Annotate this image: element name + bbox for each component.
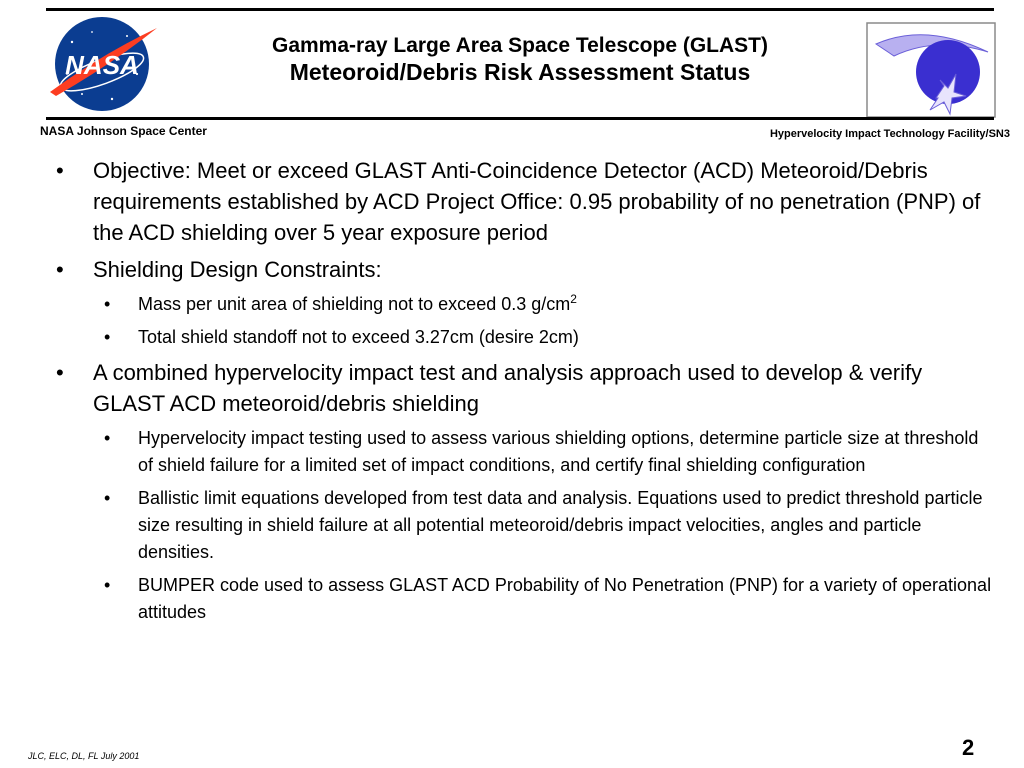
sub-bullet-testing (56, 425, 996, 479)
bullet-approach (56, 357, 996, 419)
bullet-text: BUMPER code used to assess GLAST ACD Probability of No Penetration (PNP) for a variety of operational attitudes (138, 575, 992, 622)
bullet-dot: • (104, 428, 111, 448)
header-bottom-rule (46, 117, 994, 120)
sub-bullet-standoff (56, 324, 996, 351)
bullet-text: A combined hypervelocity impact test and analysis approach used to develop & verify GLAST ACD meteoroid/debris shielding (93, 360, 923, 416)
sub-bullet-mass (56, 291, 996, 318)
glast-logo-icon (866, 22, 996, 118)
bullet-text: Ballistic limit equations developed from test data and analysis. Equations used to predict threshold particle size resulting in shield failure at all potential meteoroid/debris impact velocities, angles and particle densities. (138, 488, 983, 562)
header-top-rule (46, 8, 994, 11)
bullet-text: Objective: Meet or exceed GLAST Anti-Coincidence Detector (ACD) Meteoroid/Debris requirements established by ACD Project Office: 0.95 probability of no penetration (PNP) of the ACD shielding over 5 year exposure period (93, 158, 981, 245)
bullet-dot: • (56, 360, 64, 385)
org-name-right: Hypervelocity Impact Technology Facility/SN3 (769, 128, 1010, 140)
bullet-dot: • (104, 327, 111, 347)
bullet-text: Hypervelocity impact testing used to assess various shielding options, determine particle size at threshold of shield failure for a limited set of impact conditions, and certify final shielding configuration (138, 428, 979, 475)
bullet-objective (56, 155, 996, 248)
sub-bullet-bumper (56, 572, 996, 626)
sub-bullet-equations (56, 485, 996, 566)
org-name-left: NASA Johnson Space Center (40, 124, 207, 138)
title-line-2: Meteoroid/Debris Risk Assessment Status (289, 59, 751, 85)
bullet-text: Shielding Design Constraints: (93, 257, 382, 282)
bullet-dot: • (104, 488, 111, 508)
nasa-logo-text: NASA (65, 50, 139, 80)
title-line-1: Gamma-ray Large Area Space Telescope (GLAST) (271, 34, 768, 57)
superscript: 2 (570, 292, 577, 306)
bullet-list (56, 155, 996, 632)
slide-title (170, 34, 870, 86)
page-number: 2 (962, 735, 975, 760)
bullet-dot: • (56, 257, 64, 282)
bullet-dot: • (56, 158, 64, 183)
bullet-dot: • (104, 575, 111, 595)
bullet-dot: • (104, 294, 111, 314)
bullet-text: Mass per unit area of shielding not to exceed 0.3 g/cm (138, 294, 571, 314)
nasa-logo-icon (42, 14, 162, 114)
footer-authors: JLC, ELC, DL, FL July 2001 (28, 751, 140, 761)
bullet-constraints (56, 254, 996, 285)
bullet-text: Total shield standoff not to exceed 3.27cm (desire 2cm) (138, 327, 579, 347)
